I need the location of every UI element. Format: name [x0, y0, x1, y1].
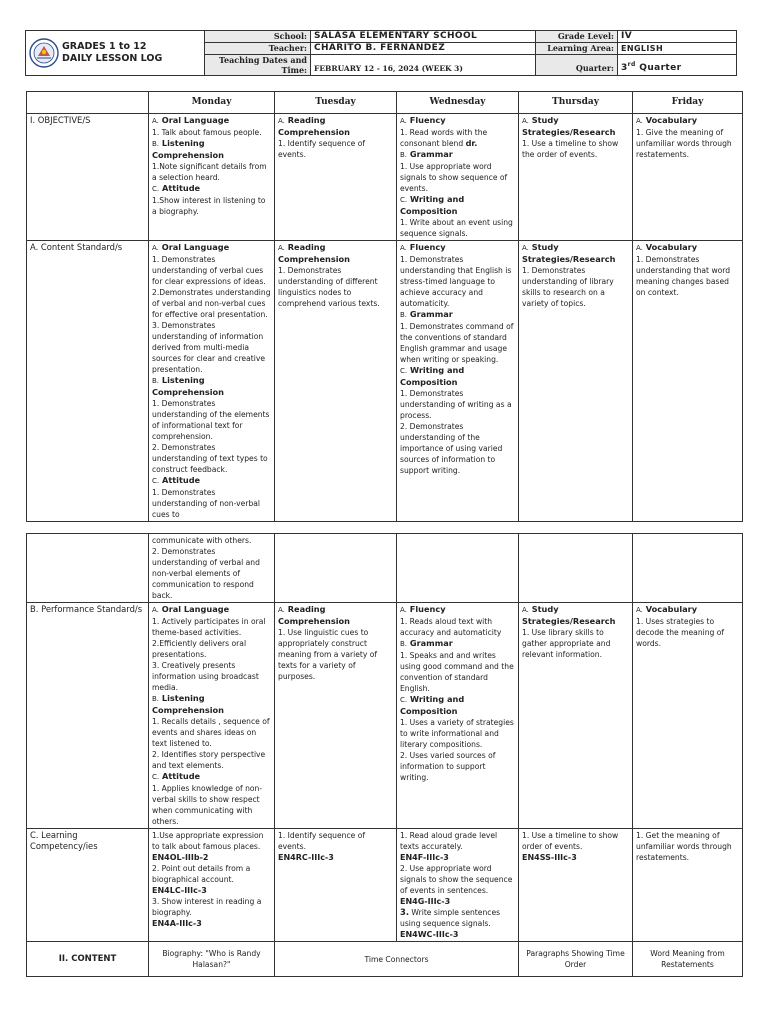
content-label: II. CONTENT: [27, 942, 149, 977]
letter-a: A.: [278, 244, 285, 252]
objectives-label: I. OBJECTIVE/S: [27, 114, 149, 241]
subhead-fluency: [400, 115, 515, 127]
letter-b: B.: [400, 640, 408, 648]
content-tuesday-wednesday: Time Connectors: [275, 942, 519, 977]
letter-a: A.: [636, 606, 643, 614]
letter-c: C.: [152, 477, 160, 485]
day-header-monday: Monday: [149, 92, 275, 114]
content-standard-continued-row: [27, 534, 743, 603]
day-header-wednesday: Wednesday: [397, 92, 519, 114]
standard-text: 2. Demonstrates understanding of text types to construct feedback.: [152, 443, 268, 474]
objective-text: 1.Note significant details from a selection heard.: [152, 162, 267, 182]
content-standard-continued-friday: [633, 534, 743, 603]
subhead-writing: [400, 365, 515, 388]
letter-a: A.: [152, 606, 159, 614]
subhead-reading: [278, 242, 393, 265]
objective-text: 1.Show interest in listening to a biography.: [152, 196, 266, 216]
standard-text: 1. Demonstrates understanding of the elements of informational text for comprehension.: [152, 399, 270, 441]
subhead-fluency: [400, 242, 515, 254]
subhead-listening: [152, 138, 271, 161]
log-title-line1: GRADES 1 to 12: [62, 41, 147, 52]
blend-dr: dr.: [465, 138, 478, 148]
teacher-label: Teacher:: [205, 43, 311, 55]
subhead-text: Writing and Composition: [400, 365, 465, 387]
subhead-text: Fluency: [409, 242, 446, 252]
subhead-text: Grammar: [409, 309, 453, 319]
standard-text: 1. Demonstrates understanding of verbal cues for clear expressions of ideas.: [152, 255, 266, 286]
content-row: [27, 942, 743, 977]
competency-wednesday: [397, 829, 519, 942]
letter-c: C.: [152, 773, 160, 781]
content-standard-tuesday: [275, 241, 397, 522]
content-standard-continued-thursday: [519, 534, 633, 603]
standard-text: 3. Demonstrates understanding of information derived from multi-media sources for clear and creative presentation.: [152, 321, 265, 374]
competency-text: [400, 907, 515, 929]
grade-level-value: IV: [618, 31, 737, 43]
letter-c: C.: [400, 367, 408, 375]
subhead-listening: [152, 693, 271, 716]
competency-text: 1. Identify sequence of events.: [278, 831, 366, 851]
quarter-word: Quarter: [635, 63, 682, 73]
subhead-text: Oral Language: [161, 115, 230, 125]
teaching-dates-label: [205, 55, 311, 76]
performance-standard-friday: [633, 603, 743, 829]
school-value: SALASA ELEMENTARY SCHOOL: [311, 31, 536, 43]
competency-code: EN4SS-IIIc-3: [522, 853, 577, 862]
objectives-wednesday: [397, 114, 519, 241]
standard-text: 2. Uses varied sources of information to support writing.: [400, 751, 496, 782]
subhead-text: Attitude: [161, 475, 201, 485]
objective-text: 1. Talk about famous people.: [152, 128, 262, 137]
standard-text: 2.Demonstrates understanding of verbal and non-verbal cues for effective oral presentation.: [152, 288, 271, 319]
subhead-text: Vocabulary: [645, 115, 698, 125]
letter-b: B.: [152, 377, 160, 385]
standard-text: 1. Demonstrates understanding that word meaning changes based on context.: [636, 255, 731, 297]
subhead-writing: [400, 194, 515, 217]
grade-level-label: Grade Level:: [536, 31, 618, 43]
content-standard-continued-monday: [149, 534, 275, 603]
subhead-fluency: [400, 604, 515, 616]
subhead-attitude: [152, 183, 271, 195]
competency-text: 2. Point out details from a biographical account.: [152, 864, 251, 884]
letter-a: A.: [522, 244, 529, 252]
standard-text: 1. Demonstrates command of the conventions of standard English grammar and usage when writing or speaking.: [400, 322, 514, 364]
letter-c: C.: [400, 696, 408, 704]
letter-a: A.: [522, 117, 529, 125]
standard-text: 1. Actively participates in oral theme-based activities.: [152, 617, 266, 637]
competency-code: EN4RC-IIIc-3: [278, 853, 334, 862]
performance-standard-thursday: [519, 603, 633, 829]
standard-text: 1. Demonstrates understanding that English is stress-timed language to achieve accuracy and automaticity.: [400, 255, 512, 308]
subhead-text: Vocabulary: [645, 604, 698, 614]
standard-text: 1. Demonstrates understanding of library skills to research on a variety of topics.: [522, 266, 614, 308]
standard-text: 1. Use linguistic cues to appropriately construct meaning from a variety of texts for a variety of purposes.: [278, 628, 378, 681]
letter-a: A.: [636, 244, 643, 252]
performance-standard-row: [27, 603, 743, 829]
teaching-dates-label-line2: Time:: [281, 65, 307, 75]
teaching-dates-label-line1: Teaching Dates and: [218, 55, 307, 65]
competency-row: [27, 829, 743, 942]
day-header-blank: [27, 92, 149, 114]
standard-text: 1. Speaks and and writes using good command and the convention of standard English.: [400, 651, 514, 693]
subhead-text: Vocabulary: [645, 242, 698, 252]
subhead-text: Fluency: [409, 115, 446, 125]
subhead-listening: [152, 375, 271, 398]
header-title-cell: [26, 31, 205, 76]
content-thursday: Paragraphs Showing Time Order: [519, 942, 633, 977]
performance-standard-label: B. Performance Standard/s: [27, 603, 149, 829]
log-title-line2: DAILY LESSON LOG: [62, 53, 163, 64]
subhead-text: Oral Language: [161, 242, 230, 252]
day-header-row: [27, 92, 743, 114]
subhead-reading: [278, 115, 393, 138]
subhead-text: Listening Comprehension: [152, 375, 224, 397]
competency-tuesday: [275, 829, 397, 942]
lesson-log-table-page2: [26, 533, 743, 977]
quarter-value: [618, 55, 737, 76]
competency-text: 1. Get the meaning of unfamiliar words through restatements.: [636, 831, 732, 862]
performance-standard-tuesday: [275, 603, 397, 829]
letter-c: C.: [152, 185, 160, 193]
objectives-thursday: [519, 114, 633, 241]
standard-text: 1. Recalls details , sequence of events and shares ideas on text listened to.: [152, 717, 270, 748]
quarter-number: 3: [621, 63, 628, 73]
objectives-tuesday: [275, 114, 397, 241]
standard-text: 3. Creatively presents information using broadcast media.: [152, 661, 259, 692]
quarter-ordinal: rd: [627, 61, 636, 68]
letter-a: A.: [152, 117, 159, 125]
content-standard-thursday: [519, 241, 633, 522]
day-header-thursday: Thursday: [519, 92, 633, 114]
objective-text: 1. Use appropriate word signals to show sequence of events.: [400, 162, 508, 193]
content-monday: Biography: "Who is Randy Halasan?": [149, 942, 275, 977]
subhead-text: Writing and Composition: [400, 194, 465, 216]
standard-text: 2.Efficiently delivers oral presentations.: [152, 639, 247, 659]
letter-a: A.: [400, 244, 407, 252]
letter-a: A.: [400, 606, 407, 614]
teacher-value: CHARITO B. FERNANDEZ: [311, 43, 536, 55]
subhead-text: Fluency: [409, 604, 446, 614]
letter-a: A.: [278, 606, 285, 614]
competency-monday: [149, 829, 275, 942]
subhead-oral-language: [152, 604, 271, 616]
content-standard-continued-tuesday: [275, 534, 397, 603]
subhead-text: Study: [531, 242, 559, 252]
competency-code: EN4OL-IIIb-2: [152, 853, 209, 862]
subhead-text: Grammar: [409, 638, 453, 648]
subhead-text: Listening Comprehension: [152, 693, 224, 715]
subhead-text: Writing and Composition: [400, 694, 465, 716]
subhead-text: Study: [531, 115, 559, 125]
competency-code: EN4LC-IIIc-3: [152, 886, 207, 895]
subhead-text: Reading Comprehension: [278, 115, 350, 137]
competency-text: 1.Use appropriate expression to talk about famous places.: [152, 831, 264, 851]
teaching-dates-value: FEBRUARY 12 - 16, 2024 (WEEK 3): [311, 55, 536, 76]
letter-a: A.: [636, 117, 643, 125]
objective-text: 1. Write about an event using sequence signals.: [400, 218, 513, 238]
day-header-tuesday: Tuesday: [275, 92, 397, 114]
competency-text: 1. Read aloud grade level texts accurately.: [400, 831, 498, 851]
standard-text: 1. Demonstrates understanding of non-verbal cues to: [152, 488, 261, 519]
header-table: [25, 30, 737, 76]
competency-code: EN4F-IIIc-3: [400, 853, 449, 862]
competency-number: 3.: [400, 907, 410, 917]
day-header-friday: Friday: [633, 92, 743, 114]
subhead-vocabulary: [636, 115, 739, 127]
subhead-attitude: [152, 475, 271, 487]
standard-text: 1. Uses strategies to decode the meaning of words.: [636, 617, 725, 648]
competency-thursday: [519, 829, 633, 942]
subhead-vocabulary: [636, 604, 739, 616]
subhead-reading: [278, 604, 393, 627]
objective-text-part: 1. Read words with the consonant blend: [400, 128, 488, 148]
performance-standard-monday: [149, 603, 275, 829]
letter-a: A.: [400, 117, 407, 125]
competency-text: 2. Use appropriate word signals to show the sequence of events in sentences.: [400, 864, 513, 895]
subhead-writing: [400, 694, 515, 717]
objective-text: 1. Use a timeline to show the order of events.: [522, 139, 619, 159]
objectives-friday: [633, 114, 743, 241]
objective-text: [400, 127, 515, 149]
subhead-oral-language: [152, 115, 271, 127]
standard-text: 2. Identifies story perspective and text elements.: [152, 750, 266, 770]
subhead-text: Reading Comprehension: [278, 604, 350, 626]
standard-text: 1. Demonstrates understanding of writing as a process.: [400, 389, 512, 420]
content-standard-continued-wednesday: [397, 534, 519, 603]
competency-label: C. Learning Competency/ies: [27, 829, 149, 942]
letter-c: C.: [400, 196, 408, 204]
quarter-label: Quarter:: [536, 55, 618, 76]
standard-text: communicate with others.: [152, 536, 252, 545]
school-label: School:: [205, 31, 311, 43]
objective-text: 1. Give the meaning of unfamiliar words through restatements.: [636, 128, 732, 159]
subhead-study: [522, 115, 629, 138]
standard-text: 2. Demonstrates understanding of verbal and non-verbal elements of communication to respond back.: [152, 547, 260, 600]
competency-text: 3. Show interest in reading a biography.: [152, 897, 262, 917]
subhead-text: Strategies/Research: [522, 616, 616, 626]
standard-text: 1. Reads aloud text with accuracy and automaticity: [400, 617, 502, 637]
competency-code: EN4A-IIIc-3: [152, 919, 202, 928]
learning-area-value: ENGLISH: [618, 43, 737, 55]
standard-text: 1. Use library skills to gather appropriate and relevant information.: [522, 628, 611, 659]
objectives-row: [27, 114, 743, 241]
subhead-text: Attitude: [161, 771, 201, 781]
competency-code: EN4WC-IIIc-3: [400, 930, 459, 939]
standard-text: 1. Applies knowledge of non-verbal skills to show respect when communicating with others.: [152, 784, 263, 826]
standard-text: 2. Demonstrates understanding of the importance of using varied sources of information to support writing.: [400, 422, 503, 475]
competency-code: EN4G-IIIc-3: [400, 897, 451, 906]
letter-b: B.: [152, 695, 160, 703]
objective-text: 1. Identify sequence of events.: [278, 139, 366, 159]
content-standard-monday: [149, 241, 275, 522]
letter-b: B.: [152, 140, 160, 148]
subhead-text: Strategies/Research: [522, 127, 616, 137]
subhead-text: Attitude: [161, 183, 201, 193]
learning-area-label: Learning Area:: [536, 43, 618, 55]
subhead-text: Listening Comprehension: [152, 138, 224, 160]
letter-a: A.: [278, 117, 285, 125]
standard-text: 1. Uses a variety of strategies to write informational and literary compositions.: [400, 718, 514, 749]
subhead-study: [522, 604, 629, 627]
letter-b: B.: [400, 151, 408, 159]
subhead-oral-language: [152, 242, 271, 254]
content-friday: Word Meaning from Restatements: [633, 942, 743, 977]
content-standard-wednesday: [397, 241, 519, 522]
deped-seal-icon: [29, 38, 59, 68]
competency-text-part: Write simple sentences using sequence signals.: [400, 908, 501, 928]
performance-standard-wednesday: [397, 603, 519, 829]
letter-a: A.: [152, 244, 159, 252]
content-standard-friday: [633, 241, 743, 522]
subhead-text: Oral Language: [161, 604, 230, 614]
subhead-grammar: [400, 309, 515, 321]
lesson-log-table-page1: [26, 91, 743, 522]
letter-b: B.: [400, 311, 408, 319]
subhead-vocabulary: [636, 242, 739, 254]
subhead-grammar: [400, 149, 515, 161]
content-standard-row: [27, 241, 743, 522]
content-standard-label: A. Content Standard/s: [27, 241, 149, 522]
subhead-attitude: [152, 771, 271, 783]
subhead-text: Reading Comprehension: [278, 242, 350, 264]
objectives-monday: [149, 114, 275, 241]
standard-text: 1. Demonstrates understanding of different linguistics nodes to comprehend various texts.: [278, 266, 380, 308]
competency-friday: [633, 829, 743, 942]
competency-text: 1. Use a timeline to show order of events.: [522, 831, 619, 851]
subhead-grammar: [400, 638, 515, 650]
content-standard-continued-label: [27, 534, 149, 603]
letter-a: A.: [522, 606, 529, 614]
subhead-study: [522, 242, 629, 265]
subhead-text: Strategies/Research: [522, 254, 616, 264]
subhead-text: Grammar: [409, 149, 453, 159]
subhead-text: Study: [531, 604, 559, 614]
